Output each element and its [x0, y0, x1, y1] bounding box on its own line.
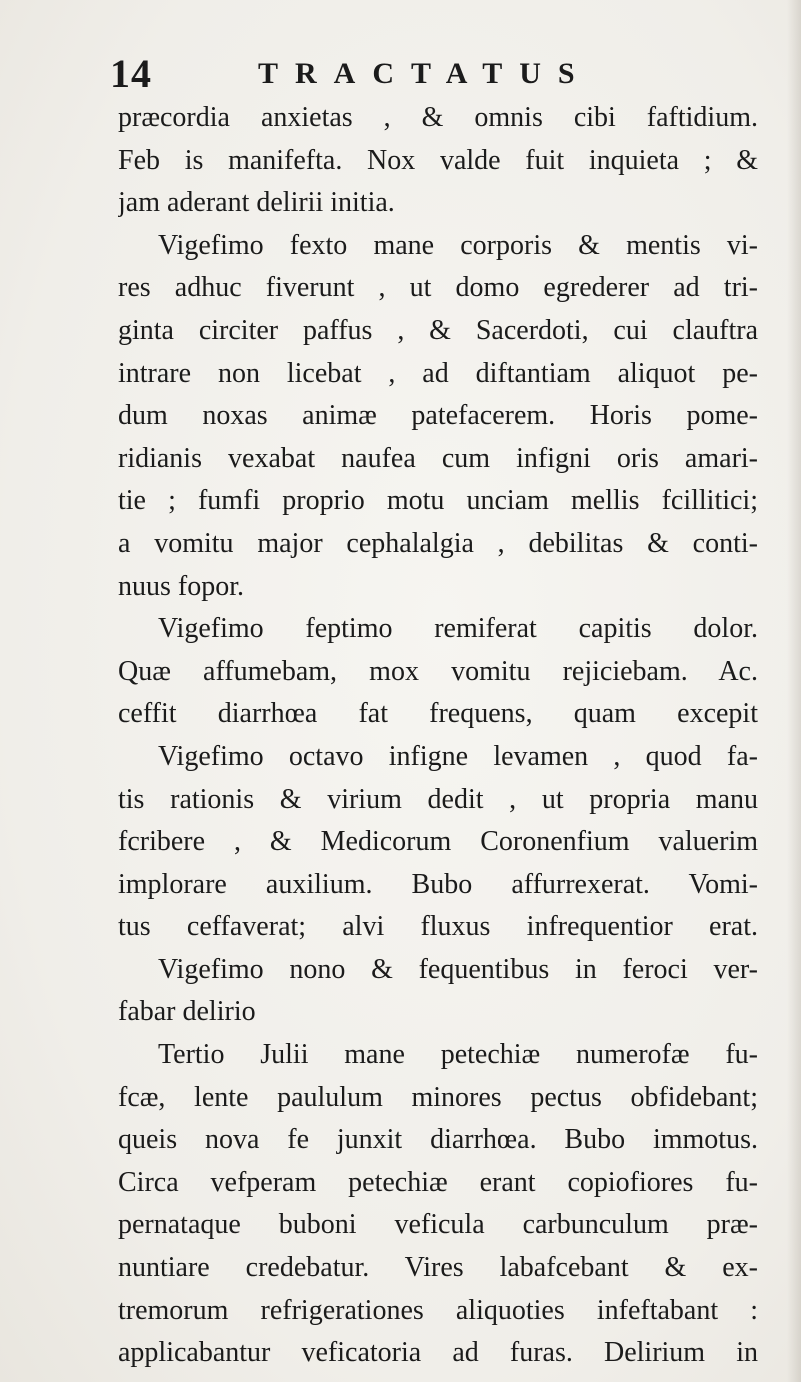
text-line: nuus fopor. — [118, 570, 244, 602]
text-line: implorare auxilium. Bubo affurrexerat. Vomi- — [118, 868, 758, 900]
text-line: Quæ affumebam, mox vomitu rejiciebam. Ac. — [118, 655, 758, 687]
text-line: fcribere , & Medicorum Coronenfium valuerim — [118, 826, 758, 858]
text-line: applicabantur veficatoria ad furas. Delirium in — [118, 1337, 758, 1369]
text-line: dum noxas animæ patefacerem. Horis pome- — [118, 400, 758, 432]
text-line: Vigefimo feptimo remiferat capitis dolor. — [158, 613, 758, 645]
text-line: Vigefimo fexto mane corporis & mentis vi- — [158, 229, 758, 261]
text-line: nuntiare credebatur. Vires labafcebant & ex- — [118, 1252, 758, 1284]
text-line: res adhuc fiverunt , ut domo egrederer ad tri- — [118, 272, 758, 304]
text-line: ridianis vexabat naufea cum infigni oris amari- — [118, 442, 758, 474]
text-line: a vomitu major cephalalgia , debilitas & conti- — [118, 527, 758, 559]
text-line: Circa vefperam petechiæ erant copiofiores fu- — [118, 1166, 758, 1198]
text-line: queis nova fe junxit diarrhœa. Bubo immotus. — [118, 1124, 758, 1156]
text-line: Vigefimo nono & fequentibus in feroci ver- — [158, 953, 758, 985]
text-line: præcordia anxietas , & omnis cibi faftidium. — [118, 102, 758, 133]
page-edge-shadow — [787, 0, 801, 1382]
running-title: TRACTATUS — [258, 57, 592, 90]
body-text — [118, 97, 758, 1375]
page-number: 14 — [110, 51, 152, 96]
text-line: tremorum refrigerationes aliquoties infeftabant : — [118, 1294, 758, 1326]
text-line: Tertio Julii mane petechiæ numerofæ fu- — [158, 1039, 758, 1071]
text-line: fcæ, lente paululum minores pectus obfidebant; — [118, 1081, 758, 1113]
text-line: Feb is manifefta. Nox valde fuit inquieta ; & — [118, 144, 758, 176]
text-line: Vigefimo octavo infigne levamen , quod fa- — [158, 740, 758, 772]
text-line: pernataque buboni veficula carbunculum præ- — [118, 1209, 758, 1241]
text-line: intrare non licebat , ad diftantiam aliquot pe- — [118, 357, 758, 389]
text-line: fabar delirio — [118, 996, 256, 1028]
text-line: ceffit diarrhœa fat frequens, quam excepit — [118, 698, 758, 730]
text-line: tis rationis & virium dedit , ut propria manu — [118, 783, 758, 815]
text-line: tus ceffaverat; alvi fluxus infrequentior erat. — [118, 911, 758, 943]
text-line: ginta circiter paffus , & Sacerdoti, cui clauftra — [118, 314, 758, 346]
text-line: tie ; fumfi proprio motu unciam mellis fcillitici; — [118, 485, 758, 517]
text-line: jam aderant delirii initia. — [118, 187, 395, 219]
